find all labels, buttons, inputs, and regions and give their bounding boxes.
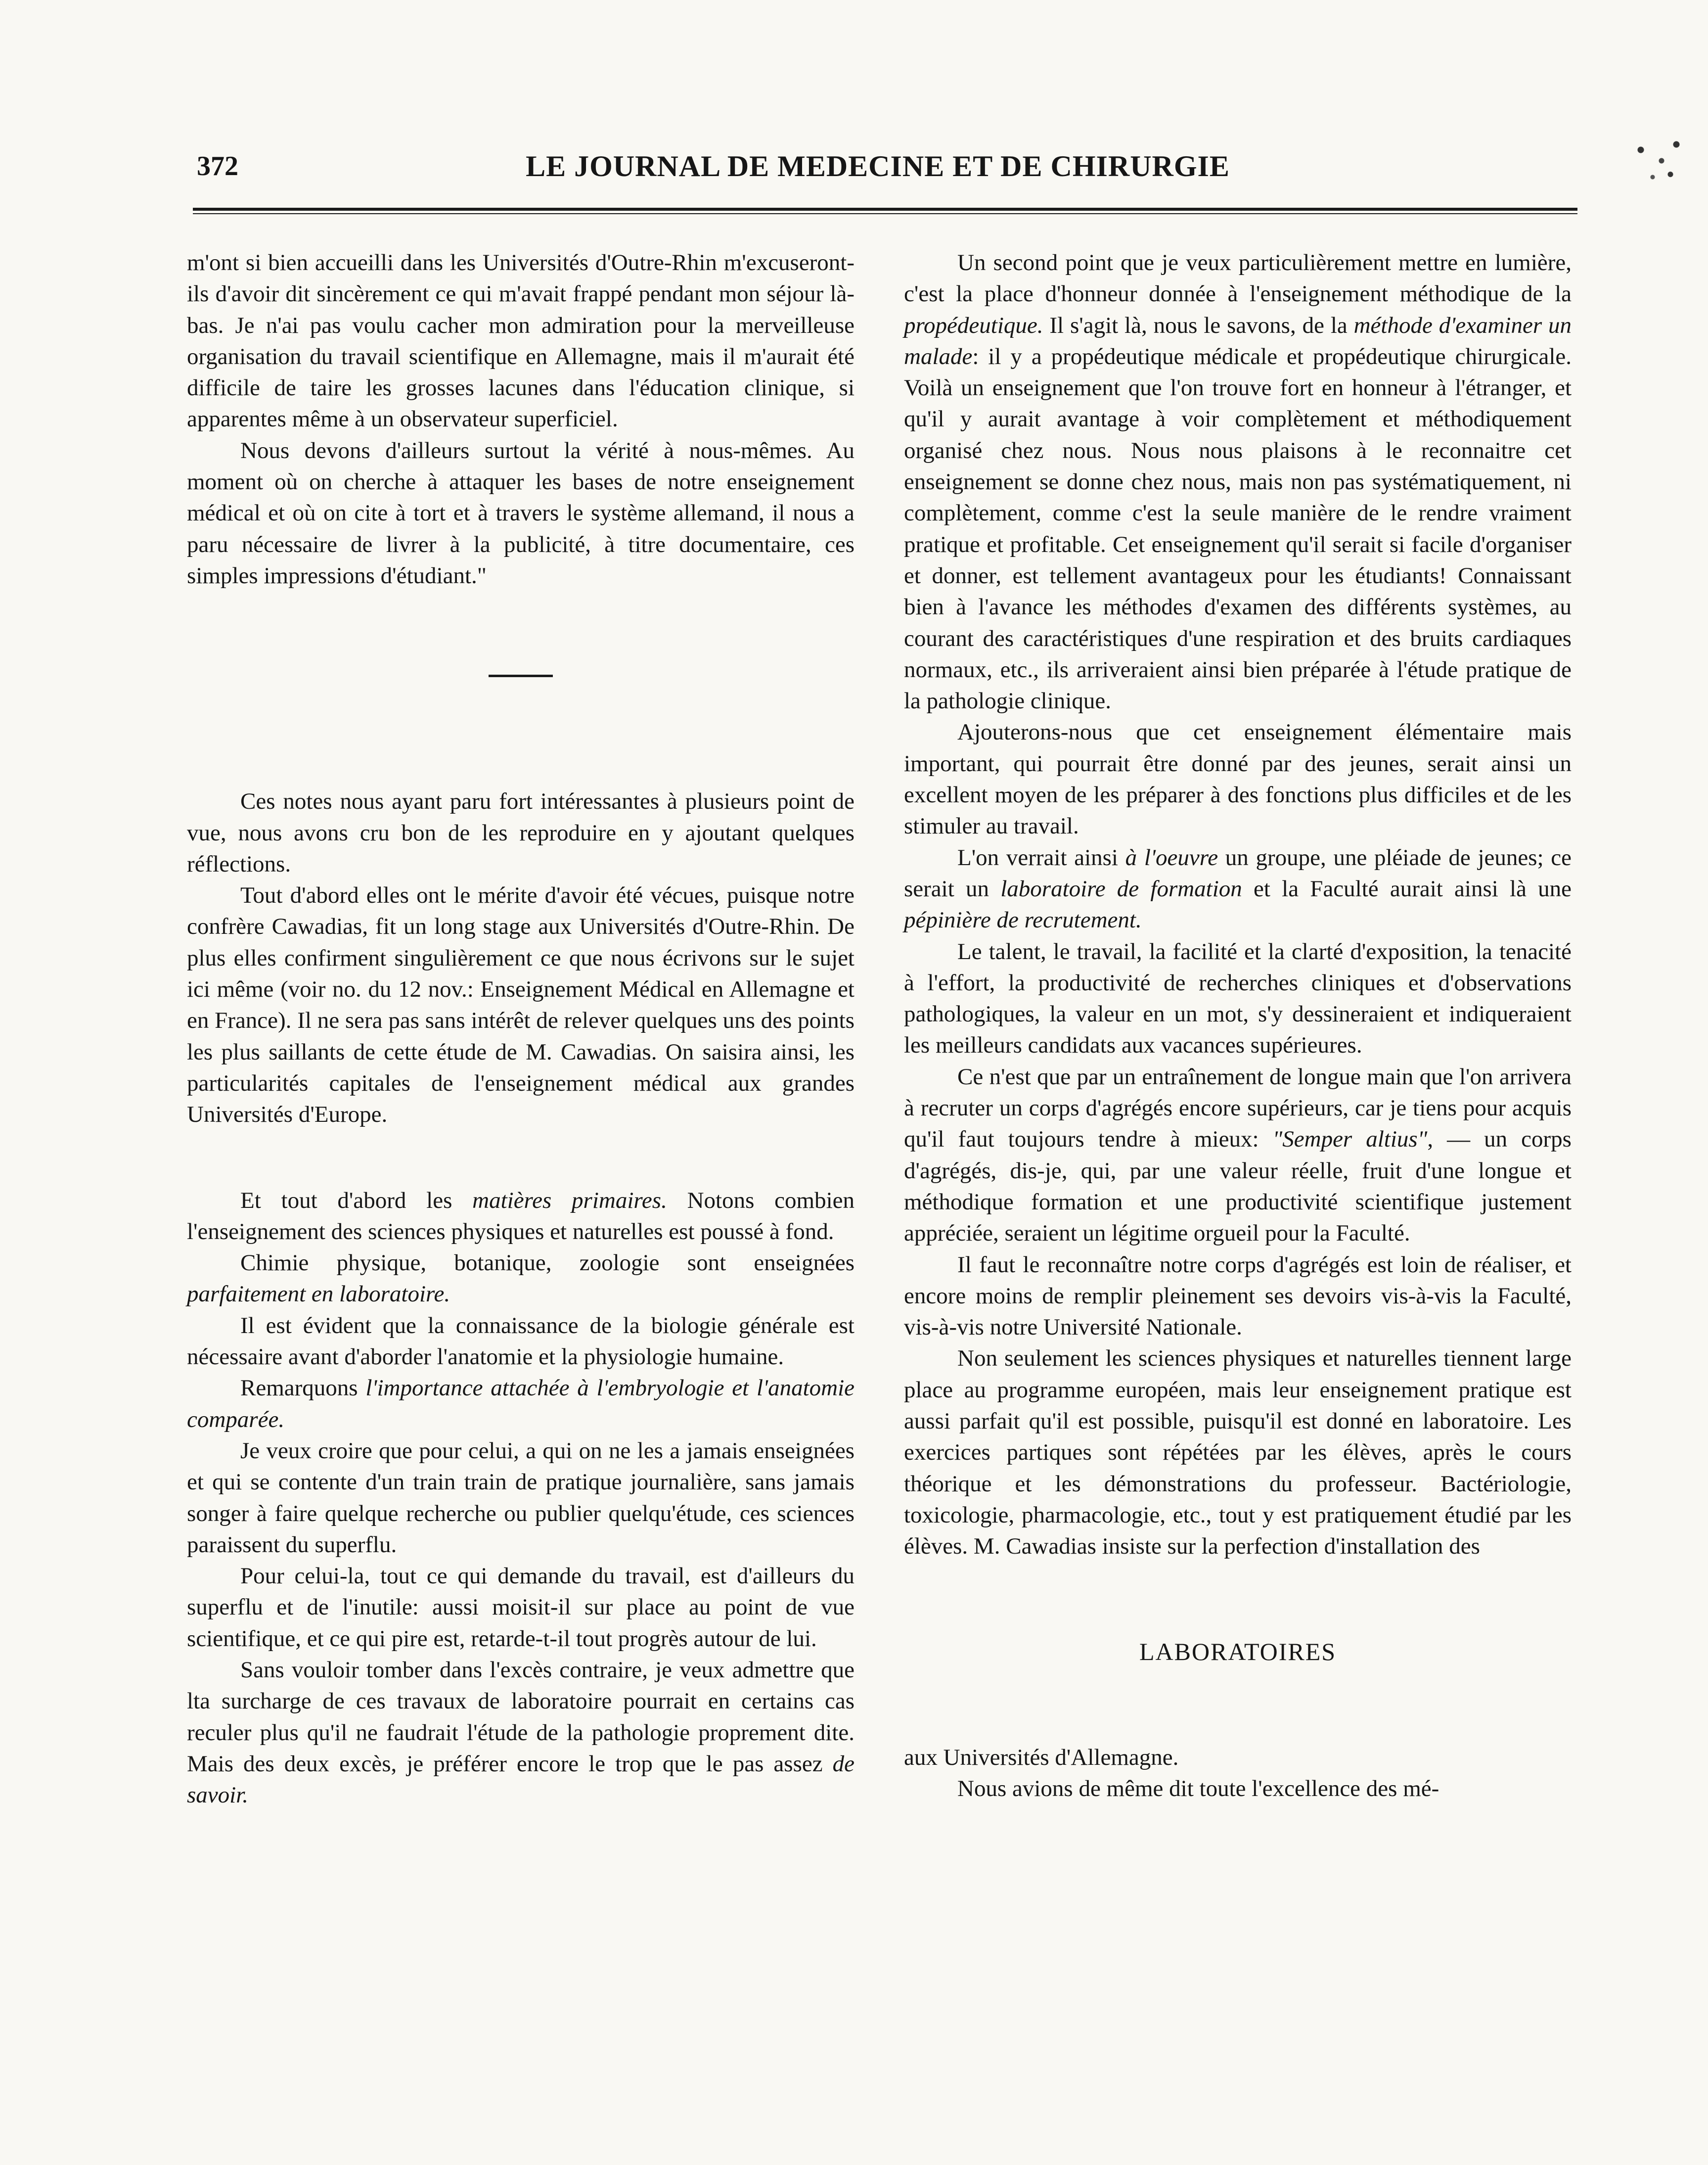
paragraph: Un second point que je veux particulièrement mettre en lumière, c'est la place d'honneur donnée à l'enseignement méthodique de la propédeutique. Il s'agit là, nous le savons, de la méthode d'examiner un malade: il y a propédeutique médicale et propédeutique chirurgicale. Voilà un enseignement que l'on trouve fort en honneur à l'étranger, et qu'il y aurait avantage à voir complètement et méthodiquement organisé chez nous. Nous nous plaisons à le reconnaitre cet enseignement se donne chez nous, mais non pas systématiquement, ni complètement, comme c'est la seule manière de le rendre vraiment pratique et profitable. Cet enseignement qu'il serait si facile d'organiser et donner, est tellement avantageux pour les étudiants! Connaissant bien à l'avance les méthodes d'examen des différents systèmes, au courant des caractéristiques d'une respiration et des bruits cardiaques normaux, etc., ils arriveraient ainsi bien préparée à l'étude pratique de la pathologie clinique. [904, 250, 1572, 714]
page-number: 372 [197, 151, 238, 182]
paragraph: aux Universités d'Allemagne. [904, 1744, 1179, 1770]
paragraph: Nous avions de même dit toute l'excellence des mé- [957, 1776, 1439, 1802]
page-header [178, 146, 1577, 194]
paragraph: Le talent, le travail, la facilité et la clarté d'exposition, la tenacité à l'effort, la productivité de recherches cliniques et d'observations pathologiques, la valeur en un mot, s'y dessineraient et indiqueraient les meilleurs candidats aux vacances supérieures. [904, 938, 1572, 1059]
paragraph: Et tout d'abord les matières primaires. Notons combien l'enseignement des sciences physiques et naturelles est poussé à fond. [187, 1187, 854, 1244]
right-column [904, 247, 1572, 2068]
paragraph: Il est évident que la connaissance de la biologie générale est nécessaire avant d'aborder l'anatomie et la physiologie humaine. [187, 1312, 854, 1370]
paragraph: Remarquons l'importance attachée à l'embryologie et l'anatomie comparée. [187, 1375, 854, 1432]
paragraph: Tout d'abord elles ont le mérite d'avoir été vécues, puisque notre confrère Cawadias, fit un long stage aux Universités d'Outre-Rhin. De plus elles confirment singulièrement ce que nous écrivons sur le sujet ici même (voir no. du 12 nov.: Enseignement Médical en Allemagne et en France). Il ne sera pas sans intérêt de relever quelques uns des points les plus saillants de cette étude de M. Cawadias. On saisira ainsi, les particularités capitales de l'enseignement médical aux grandes Universités d'Europe. [187, 882, 854, 1128]
paragraph: Nous devons d'ailleurs surtout la vérité à nous-mêmes. Au moment où on cherche à attaquer les bases de notre enseignement médical et où on cite à tort et à travers le système allemand, il nous a paru nécessaire de livrer à la publicité, à titre documentaire, ces simples impressions d'étudiant." [187, 437, 854, 589]
paragraph: Ce n'est que par un entraînement de longue main que l'on arrivera à recruter un corps d'agrégés encore supérieurs, car je tiens pour acquis qu'il faut toujours tendre à mieux: "Semper altius", — un corps d'agrégés, dis-je, qui, par une valeur réelle, fruit d'une longue et méthodique formation et une productivité scientifique justement appréciée, seraient un légitime orgueil pour la Faculté. [904, 1063, 1572, 1246]
paragraph: Il faut le reconnaître notre corps d'agrégés est loin de réaliser, et encore moins de remplir pleinement ses devoirs vis-à-vis la Faculté, vis-à-vis notre Université Nationale. [904, 1251, 1572, 1340]
paragraph: Pour celui-la, tout ce qui demande du travail, est d'ailleurs du superflu et de l'inutile: aussi moisit-il sur place au point de vue scientifique, et ce qui pire est, retarde-t-il tout progrès autour de lui. [187, 1563, 854, 1652]
journal-title: LE JOURNAL DE MEDECINE ET DE CHIRURGIE [526, 150, 1230, 183]
header-rule [193, 208, 1577, 214]
print-specks [1629, 134, 1688, 188]
paragraph: Je veux croire que pour celui, a qui on ne les a jamais enseignées et qui se contente d'un train train de pratique journalière, sans jamais songer à faire quelque recherche ou publier quelqu'étude, ces sciences paraissent du superflu. [187, 1437, 854, 1558]
left-column [187, 247, 854, 2038]
paragraph: Chimie physique, botanique, zoologie sont enseignées parfaitement en laboratoire. [187, 1250, 854, 1307]
paragraph: L'on verrait ainsi à l'oeuvre un groupe, une pléiade de jeunes; ce serait un laboratoire de formation et la Faculté aurait ainsi là une pépinière de recrutement. [904, 844, 1572, 933]
paragraph: Sans vouloir tomber dans l'excès contraire, je veux admettre que lta surcharge de ces travaux de laboratoire pourrait en certains cas reculer plus qu'il ne faudrait l'étude de la pathologie proprement dite. Mais des deux excès, je préférer encore le trop que le pas assez de savoir. [187, 1657, 854, 1808]
paragraph: m'ont si bien accueilli dans les Universités d'Outre-Rhin m'excuseront-ils d'avoir dit sincèrement ce qui m'avait frappé pendant mon séjour là-bas. Je n'ai pas voulu cacher mon admiration pour la merveilleuse organisation du travail scientifique en Allemagne, mais il m'aurait été difficile de taire les grosses lacunes dans l'éducation clinique, si apparentes même à un observateur superficiel. [187, 250, 854, 432]
section-heading: LABORATOIRES [1139, 1638, 1337, 1666]
paragraph: Ajouterons-nous que cet enseignement élémentaire mais important, qui pourrait être donné par des jeunes, serait ainsi un excellent moyen de les préparer à des fonctions plus difficiles et de les stimuler au travail. [904, 719, 1572, 839]
paragraph: Non seulement les sciences physiques et naturelles tiennent large place au programme européen, mais leur enseignement pratique est aussi parfait qu'il est possible, puisqu'il est donné en laboratoire. Les exercices partiques sont répétées par les élèves, après le cours théorique et les démonstrations du professeur. Bactériologie, toxicologie, pharmacologie, etc., tout y est pratiquement étudié par les élèves. M. Cawadias insiste sur la perfection d'installation des [904, 1345, 1572, 1560]
paragraph: Ces notes nous ayant paru fort intéressantes à plusieurs point de vue, nous avons cru bon de les reproduire en y ajoutant quelques réflections. [187, 788, 854, 877]
